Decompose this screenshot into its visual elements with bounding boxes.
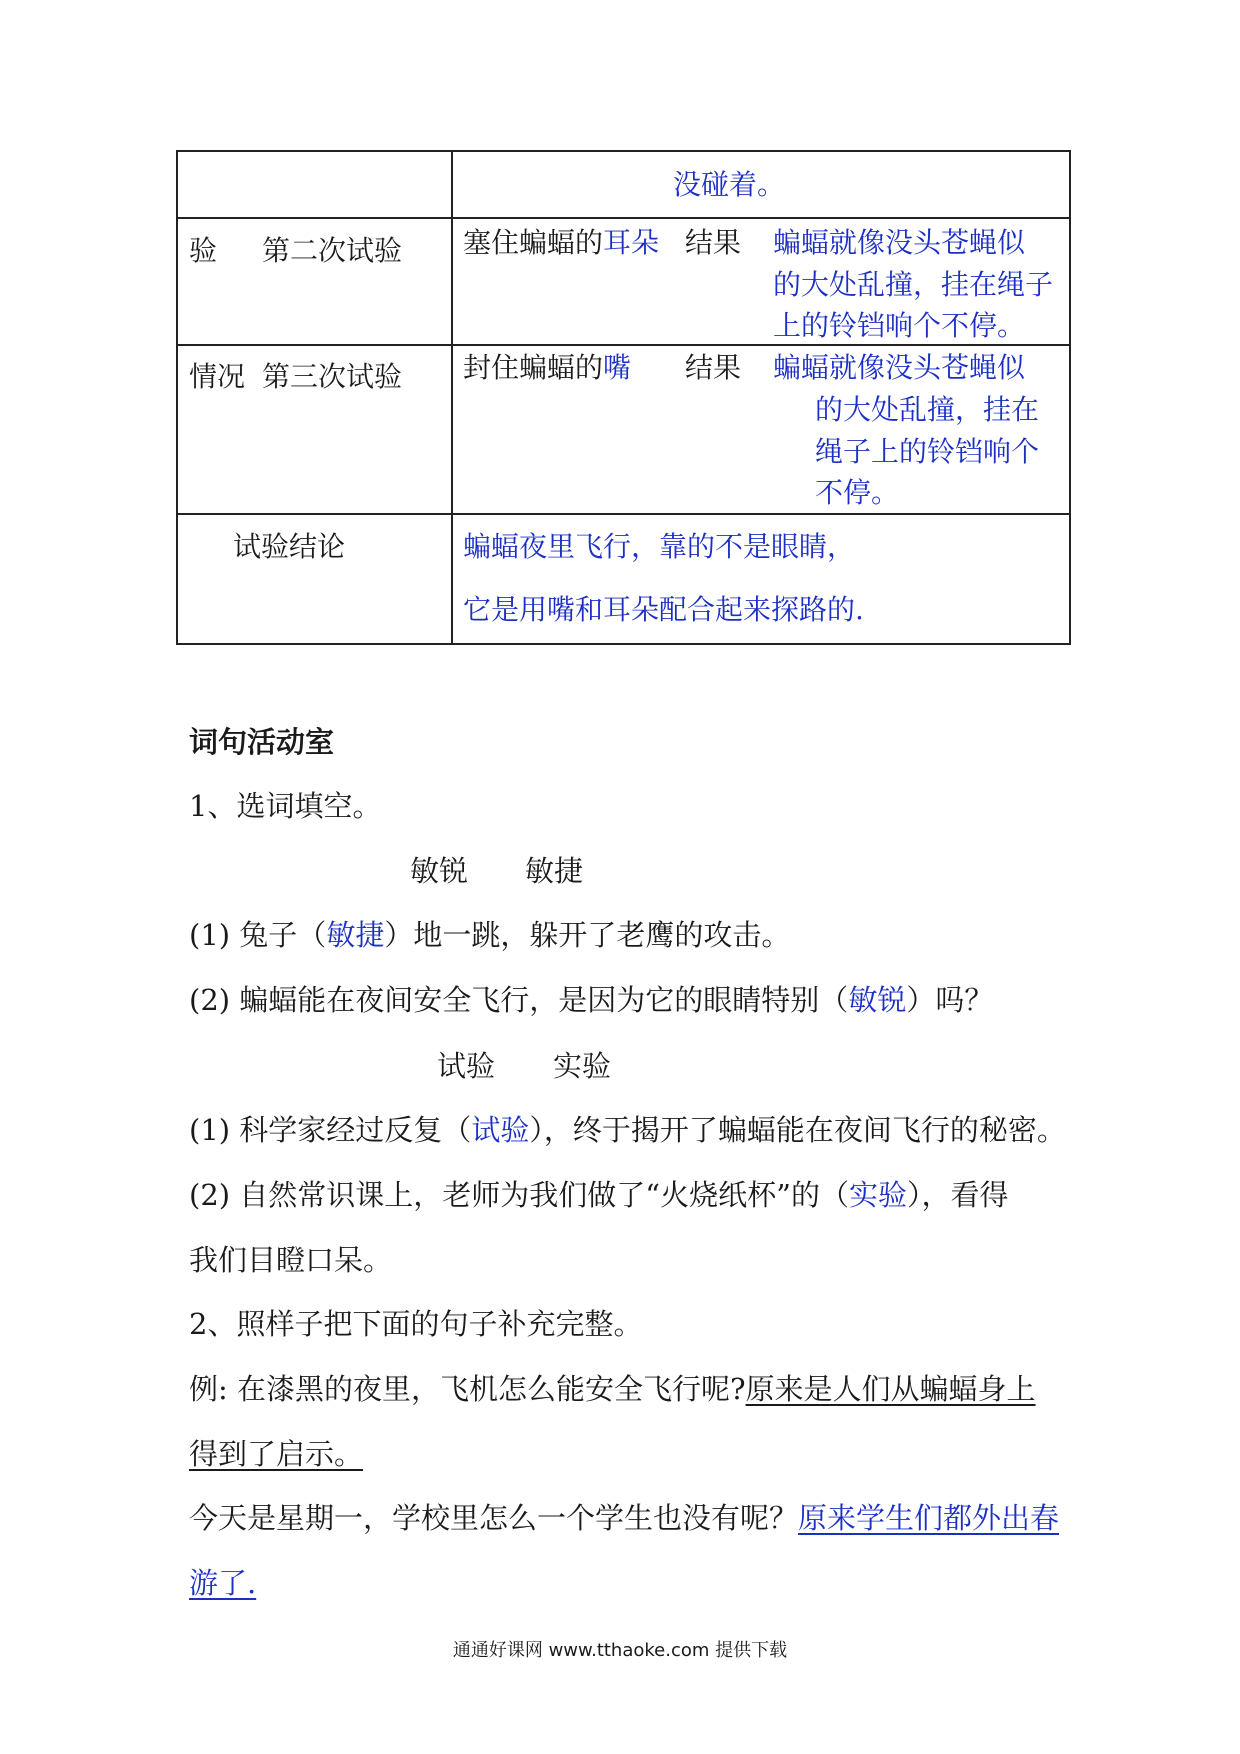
group2-word: 试验 [437,1049,496,1083]
row1-action: 塞住蝙蝠的耳朵 [463,226,660,259]
section-heading: 词句活动室 [189,725,335,759]
q1-title: 1、选词填空。 [189,789,382,823]
g2-sentence-2: (2) 自然常识课上，老师为我们做了“火烧纸杯”的（实验），看得 [189,1178,1009,1212]
row2-result-line: 的大处乱撞，挂在 [815,393,1040,426]
group1-word: 敏锐 [410,854,469,888]
page-footer: 通通好课网 www.tthaoke.com 提供下载 [452,1640,788,1661]
answer-line: 今天是星期一，学校里怎么一个学生也没有呢？原来学生们都外出春 [189,1501,1060,1535]
g2-sentence-1: (1) 科学家经过反复（试验），终于揭开了蝙蝠能在夜间飞行的秘密。 [189,1113,1066,1147]
row2-trial-label: 第三次试验 [262,360,403,393]
row1-trial-label: 第二次试验 [262,234,403,267]
group1-word: 敏捷 [525,854,584,888]
g1-sentence-2: (2) 蝙蝠能在夜间安全飞行，是因为它的眼睛特别（敏锐）吗？ [189,983,994,1017]
row2-left-label: 情况 [189,360,246,393]
row1-result-label: 结果 [685,226,742,259]
conclusion-line: 它是用嘴和耳朵配合起来探路的. [463,593,864,626]
conclusion-line: 蝙蝠夜里飞行，靠的不是眼睛， [463,530,856,563]
row2-result-line: 绳子上的铃铛响个 [815,435,1040,468]
row1-result-line: 蝙蝠就像没头苍蝇似 [773,226,1026,259]
row1-result-line: 的大处乱撞，挂在绳子 [773,268,1054,301]
row2-action: 封住蝙蝠的嘴 [463,351,632,384]
q2-title: 2、照样子把下面的句子补充完整。 [189,1307,643,1341]
group2-word: 实验 [553,1049,612,1083]
row2-result-line: 蝙蝠就像没头苍蝇似 [773,351,1026,384]
example-line: 例: 在漆黑的夜里，飞机怎么能安全飞行呢?原来是人们从蝙蝠身上 [189,1372,1036,1406]
conclusion-label: 试验结论 [233,530,346,563]
row2-result-line: 不停。 [815,476,900,509]
row1-result-line: 上的铃铛响个不停。 [773,309,1026,342]
row1-left-label: 验 [189,234,218,267]
row2-result-label: 结果 [685,351,742,384]
g1-sentence-1: (1) 兔子（敏捷）地一跳，躲开了老鹰的攻击。 [189,918,791,952]
g2-sentence-2-cont: 我们目瞪口呆。 [189,1243,393,1277]
row0-result: 没碰着。 [673,168,786,201]
answer-line-cont: 游了. [189,1566,257,1600]
example-line-cont: 得到了启示。 [189,1437,364,1471]
